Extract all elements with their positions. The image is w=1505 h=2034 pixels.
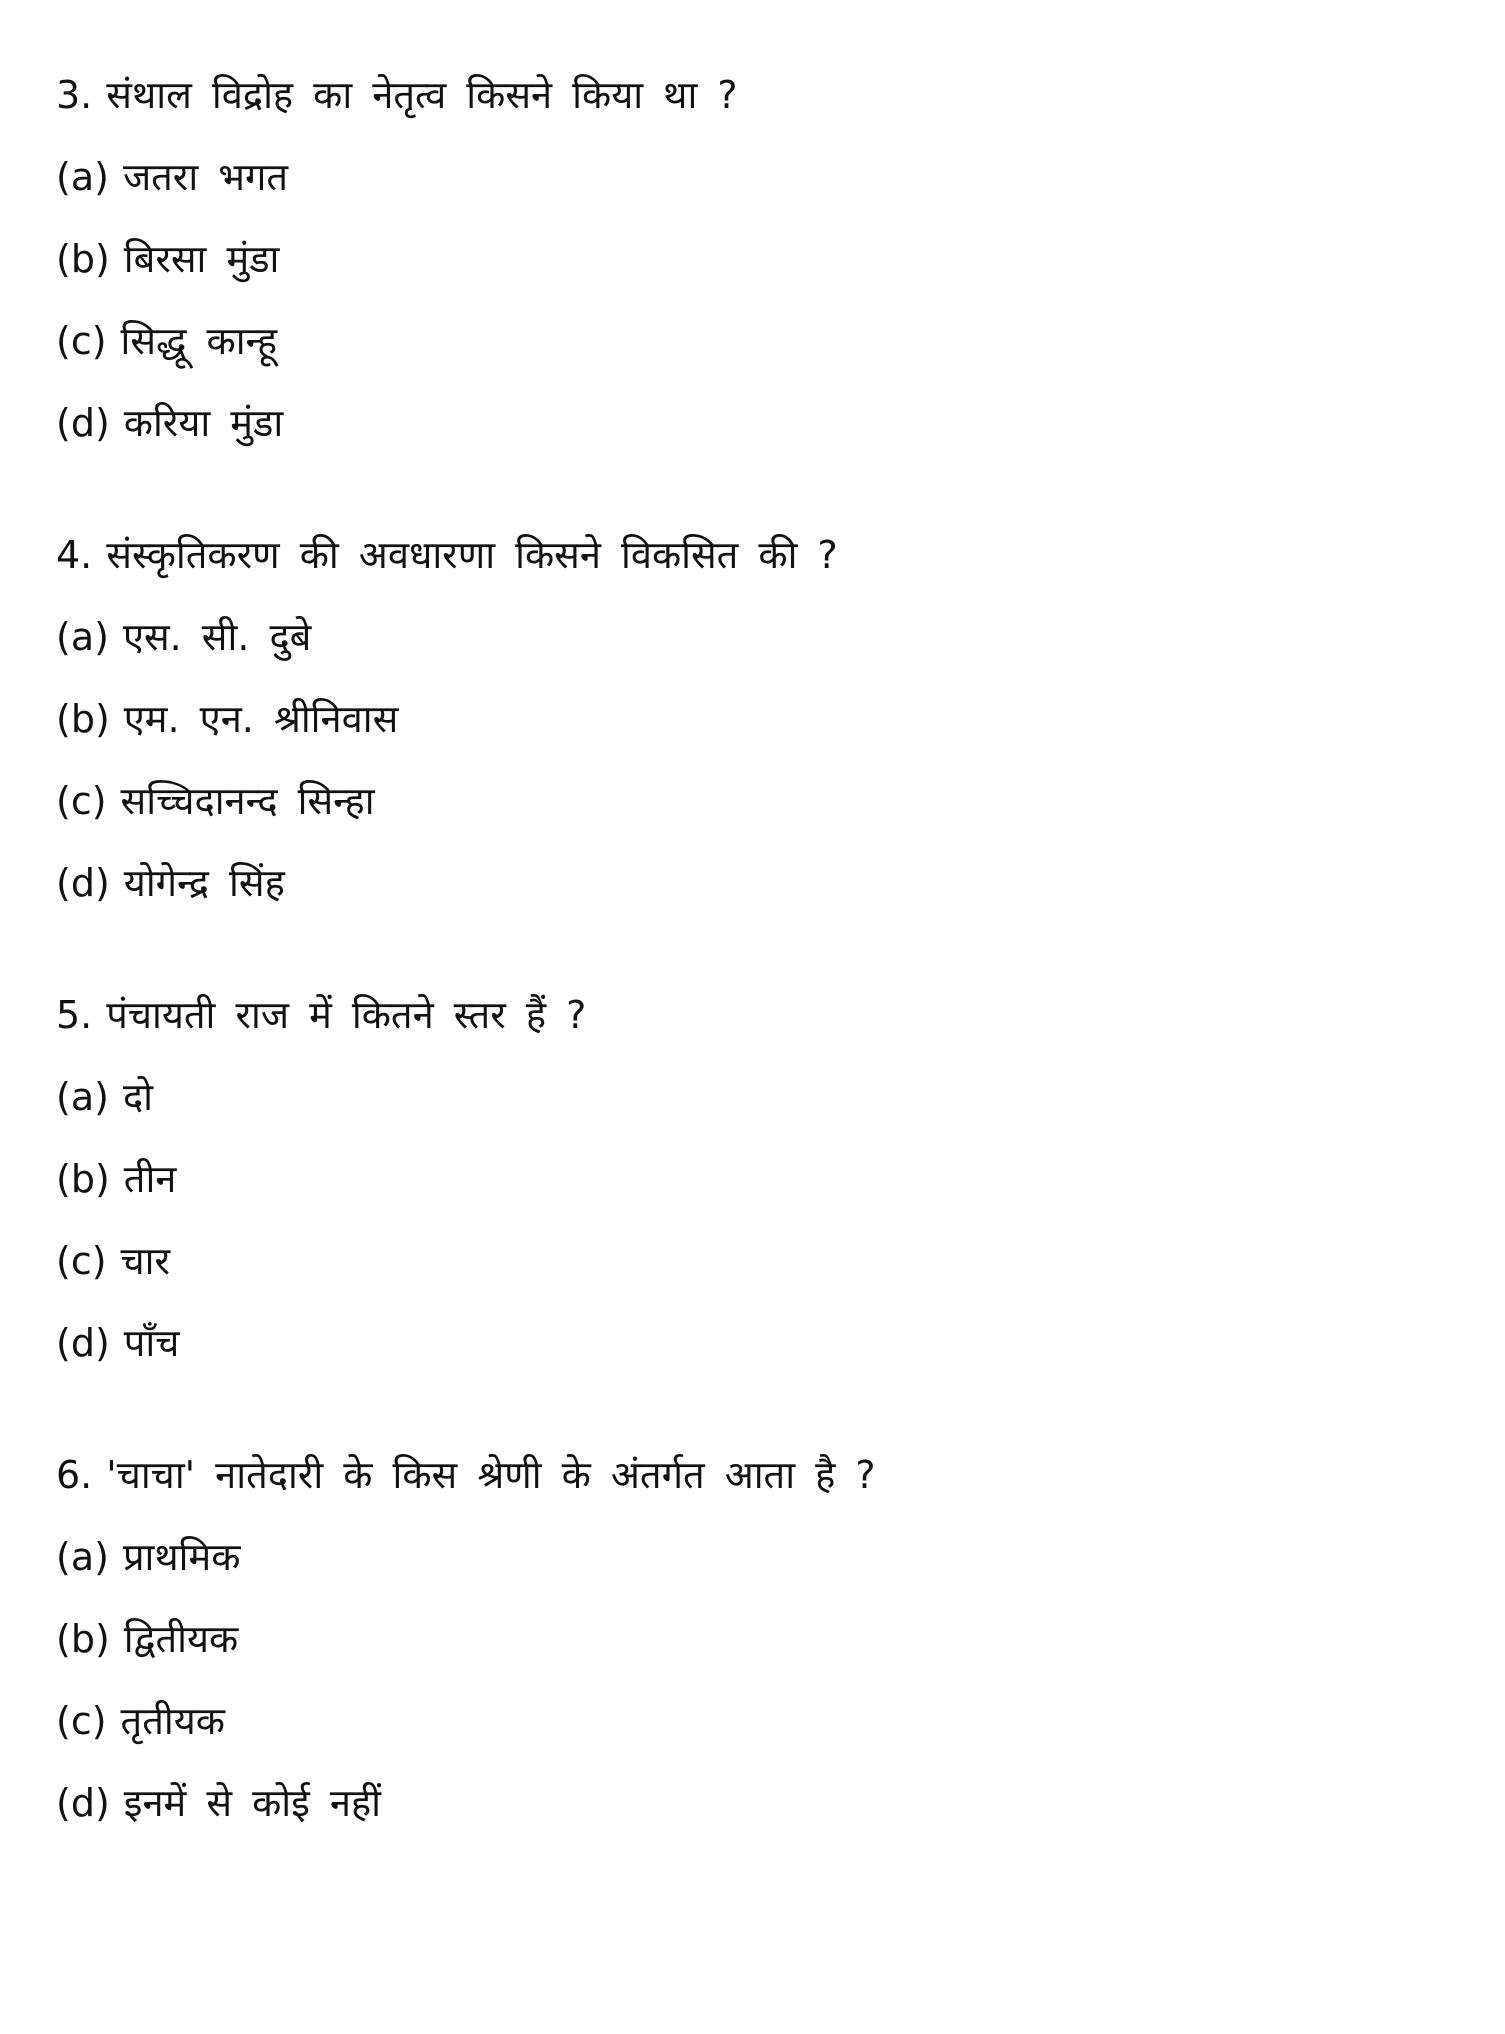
option-a [56, 1072, 1446, 1122]
question-number: 4. [56, 533, 93, 577]
option-label: (b) [56, 697, 110, 741]
option-c [56, 1236, 1446, 1286]
question-block [56, 990, 1446, 1368]
option-label: (d) [56, 1321, 110, 1365]
option-d [56, 398, 1446, 448]
question-body: संस्कृतिकरण की अवधारणा किसने विकसित की ? [106, 533, 838, 577]
question-text [56, 530, 1446, 580]
option-a [56, 612, 1446, 662]
option-label: (a) [56, 1535, 109, 1579]
option-label: (c) [56, 779, 107, 823]
option-b [56, 1154, 1446, 1204]
question-text [56, 990, 1446, 1040]
option-text: करिया मुंडा [123, 401, 284, 445]
option-label: (b) [56, 237, 110, 281]
option-text: चार [120, 1239, 171, 1283]
question-number: 3. [56, 73, 93, 117]
option-text: तृतीयक [120, 1699, 225, 1743]
option-a [56, 152, 1446, 202]
option-text: द्वितीयक [123, 1617, 239, 1661]
option-b [56, 234, 1446, 284]
option-d [56, 1318, 1446, 1368]
option-label: (c) [56, 1239, 107, 1283]
option-label: (a) [56, 615, 109, 659]
option-text: इनमें से कोई नहीं [123, 1781, 381, 1825]
option-c [56, 776, 1446, 826]
question-text [56, 70, 1446, 120]
option-label: (d) [56, 401, 110, 445]
option-text: सिद्धू कान्हू [120, 319, 278, 363]
option-b [56, 694, 1446, 744]
option-label: (d) [56, 861, 110, 905]
question-sheet [56, 70, 1446, 1910]
option-a [56, 1532, 1446, 1582]
option-text: सच्चिदानन्द सिन्हा [120, 779, 375, 823]
option-text: जतरा भगत [122, 155, 289, 199]
option-label: (b) [56, 1157, 110, 1201]
question-block [56, 1450, 1446, 1828]
question-body: संथाल विद्रोह का नेतृत्व किसने किया था ? [106, 73, 738, 117]
option-c [56, 1696, 1446, 1746]
question-body: पंचायती राज में कितने स्तर हैं ? [106, 993, 587, 1037]
question-block [56, 530, 1446, 908]
option-b [56, 1614, 1446, 1664]
question-number: 6. [56, 1453, 93, 1497]
option-label: (a) [56, 155, 109, 199]
option-text: तीन [123, 1157, 177, 1201]
question-text [56, 1450, 1446, 1500]
question-body: 'चाचा' नातेदारी के किस श्रेणी के अंतर्गत आता है ? [106, 1453, 876, 1497]
option-d [56, 858, 1446, 908]
question-block [56, 70, 1446, 448]
option-text: योगेन्द्र सिंह [123, 861, 285, 905]
option-label: (a) [56, 1075, 109, 1119]
option-text: एम. एन. श्रीनिवास [123, 697, 399, 741]
option-text: पाँच [123, 1321, 180, 1365]
option-label: (b) [56, 1617, 110, 1661]
option-text: दो [122, 1075, 153, 1119]
question-number: 5. [56, 993, 93, 1037]
option-text: प्राथमिक [122, 1535, 241, 1579]
option-text: बिरसा मुंडा [123, 237, 280, 281]
option-text: एस. सी. दुबे [122, 615, 312, 659]
option-label: (c) [56, 1699, 107, 1743]
option-label: (d) [56, 1781, 110, 1825]
option-d [56, 1778, 1446, 1828]
option-c [56, 316, 1446, 366]
option-label: (c) [56, 319, 107, 363]
